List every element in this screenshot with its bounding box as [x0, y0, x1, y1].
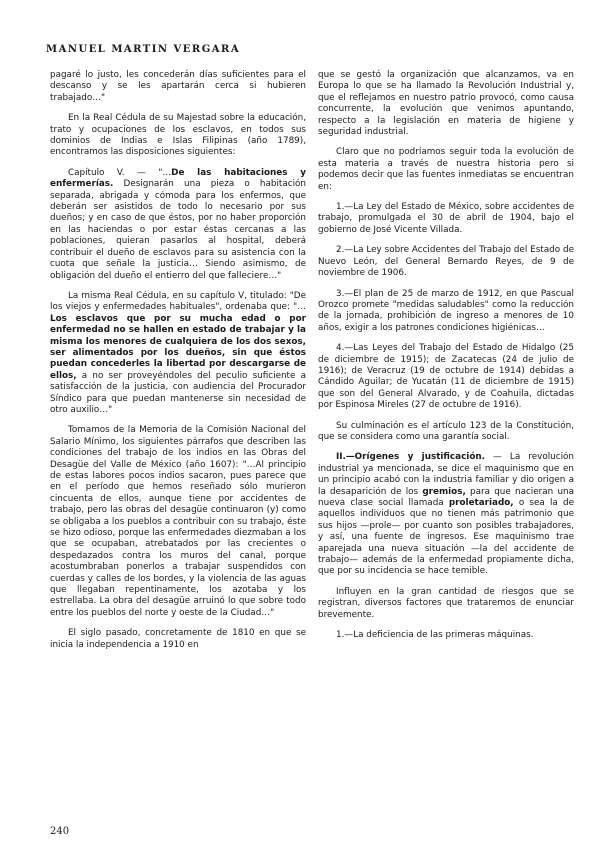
list-item: 3.—El plan de 25 de marzo de 1912, en que Pascual Orozco promete "medidas saludables" como la reducción de la jornada, prohibición de ingreso a menores de 10 años, exigir a los patrones condiciones higiénicas…: [318, 288, 574, 333]
paragraph: [50, 291, 306, 416]
page-number: 240: [50, 826, 70, 837]
right-column: [318, 70, 574, 650]
running-header: MANUEL MARTIN VERGARA: [46, 44, 241, 55]
list-item: 4.—Las Leyes del Trabajo del Estado de Hidalgo (25 de diciembre de 1915); de Zacatecas (24 de julio de 1916); de Veracruz (19 de octubre de 1914) debidas a Cándido Aguilar; de Yucatán (11 de diciembre de 1915) que son del General Alvarado, y de Coahuila, dictadas por Espinosa Mireles (27 de octubre de 1916).: [318, 343, 574, 411]
paragraph: Claro que no podríamos seguir toda la evolución de esta materia a través de nuestra historia pero si podemos decir que las fuentes inmediatas se encuentran en:: [318, 147, 574, 192]
left-column: [50, 70, 306, 660]
list-item: 1.—La deficiencia de las primeras máquinas.: [336, 630, 534, 641]
paragraph: Su culminación es el artículo 123 de la Constitución, que se considera como una garantía social.: [318, 420, 574, 442]
text-run: o sea la de aquellos individuos que no tienen más patrimonio que sus hijos —prole— por cuanto son posibles trabajadores, y así, una fuente de ingresos. Ese maquinismo trae aparejada una nueva situación —la del accidente de trabajo— además de la enfermedad propiamente dicha, que por su incidencia se hace temible.: [318, 498, 574, 577]
bold-text: gremios,: [422, 486, 466, 497]
bold-text: Los esclavos que por su mucha edad o por enfermedad no se hallen en estado de trabajar y la misma los menores de cualquiera de los dos sexos, ser alimentados por los dueños, sin que éstos puedan concederles la libertad por descargarse de ellos,: [50, 313, 306, 381]
text-run: — La revolución industrial ya mencionada, se dice el maquinismo que en un principio acabó con la industria familiar y dio origen a la desaparición de los: [318, 452, 574, 497]
section-heading: II.—Orígenes y justificación.: [336, 452, 485, 463]
paragraph: que se gestó la organización que alcanzamos, va en Europa lo que se ha llamado la Revolución Industrial y, que el reflejamos en nuestro patrio provocó, como causa concurrente, la evolución que venimos apuntando, respecto a la legislación en materia de higiene y seguridad industrial.: [318, 70, 574, 138]
text-run: a no ser proveyéndoles del peculio suficiente a satisfacción de la justicia, con audiencia del Procurador Síndico para que puedan mantenerse sin necesidad de otro auxilio…": [50, 370, 306, 415]
text-run: Capítulo V. — "…: [68, 167, 172, 178]
paragraph: Influyen en la gran cantidad de riesgos que se registran, diversos factores que trataremos de enunciar brevemente.: [318, 586, 574, 620]
bold-heading: De las habitaciones y enfermerías.: [50, 167, 306, 190]
list-item: 2.—La Ley sobre Accidentes del Trabajo del Estado de Nuevo León, del General Bernardo Reyes, de 9 de noviembre de 1906.: [318, 245, 574, 279]
paragraph: pagaré lo justo, les concederán días suficientes para el descanso y se les apartarán cerca si hubieren trabajado…": [50, 70, 306, 103]
paragraph: Tomamos de la Memoria de la Comisión Nacional del Salario Mínimo, los siguientes párrafos que describen las condiciones del trabajo de los indios en las Obras del Desagüe del Valle de México (año 1607): "…Al principio de estas labores pocos indios sacaron, pues parece que en el período que hemos reseñado sólo murieron cincuenta de ellos, aunque tiene por accidentes de trabajo, pero las obras del desagüe continuaron (y) como se obligaba a los pueblos a contribuir con su trabajo, éste se hizo odioso, porque las enfermedades diezmaban a los que se ocupaban, atrebatados por las crecientes o despedazados contra los muros del canal, porque acostumbraban ponerlos a trabajar suspendidos con cuerdas y calles de los bordes, y la violencia de las aguas que llegaban repentinamente, los azotaba y los estrellaba. La obra del desagüe arruinó lo que sobre todo entre los pueblos del norte y oeste de la Ciudad…": [50, 425, 306, 618]
list-item: 1.—La Ley del Estado de México, sobre accidentes de trabajo, promulgada el 30 de abril de 1904, bajo el gobierno de José Vicente Villada.: [318, 202, 574, 235]
paragraph: En la Real Cédula de su Majestad sobre la educación, trato y ocupaciones de los esclavos, en todos sus dominios de Indias e Islas Filipinas (año 1789), encontramos las disposiciones siguientes:: [50, 113, 306, 158]
text-run: para que nacieran una nueva clase social llamada: [318, 486, 574, 508]
paragraph: El siglo pasado, concretamente de 1810 en que se inicia la independencia a 1910 en: [50, 628, 306, 650]
paragraph: [50, 168, 306, 282]
section-paragraph: [318, 452, 574, 577]
text-run: La misma Real Cédula, en su capítulo V, titulado: "De los viejos y enfermedades habituales", ordenaba que: "…: [50, 290, 306, 313]
bold-text: proletariado,: [448, 498, 514, 508]
text-run: Designarán una pieza o habitación separada, abrigada y cómoda para los enfermos, que deberán ser asistidos de todo lo necesario por sus dueños; y en caso de que éstos, por no haber proporción en las haciendas o por estar éstas cercanas a las poblaciones, quieran pasarlos al hospital, deberá contribuir el dueño de esclavos para su asistencia con la cuota que señale la justicia… Siendo asimismo, de obligación del dueño el entierro del que falleciere…": [50, 179, 306, 281]
